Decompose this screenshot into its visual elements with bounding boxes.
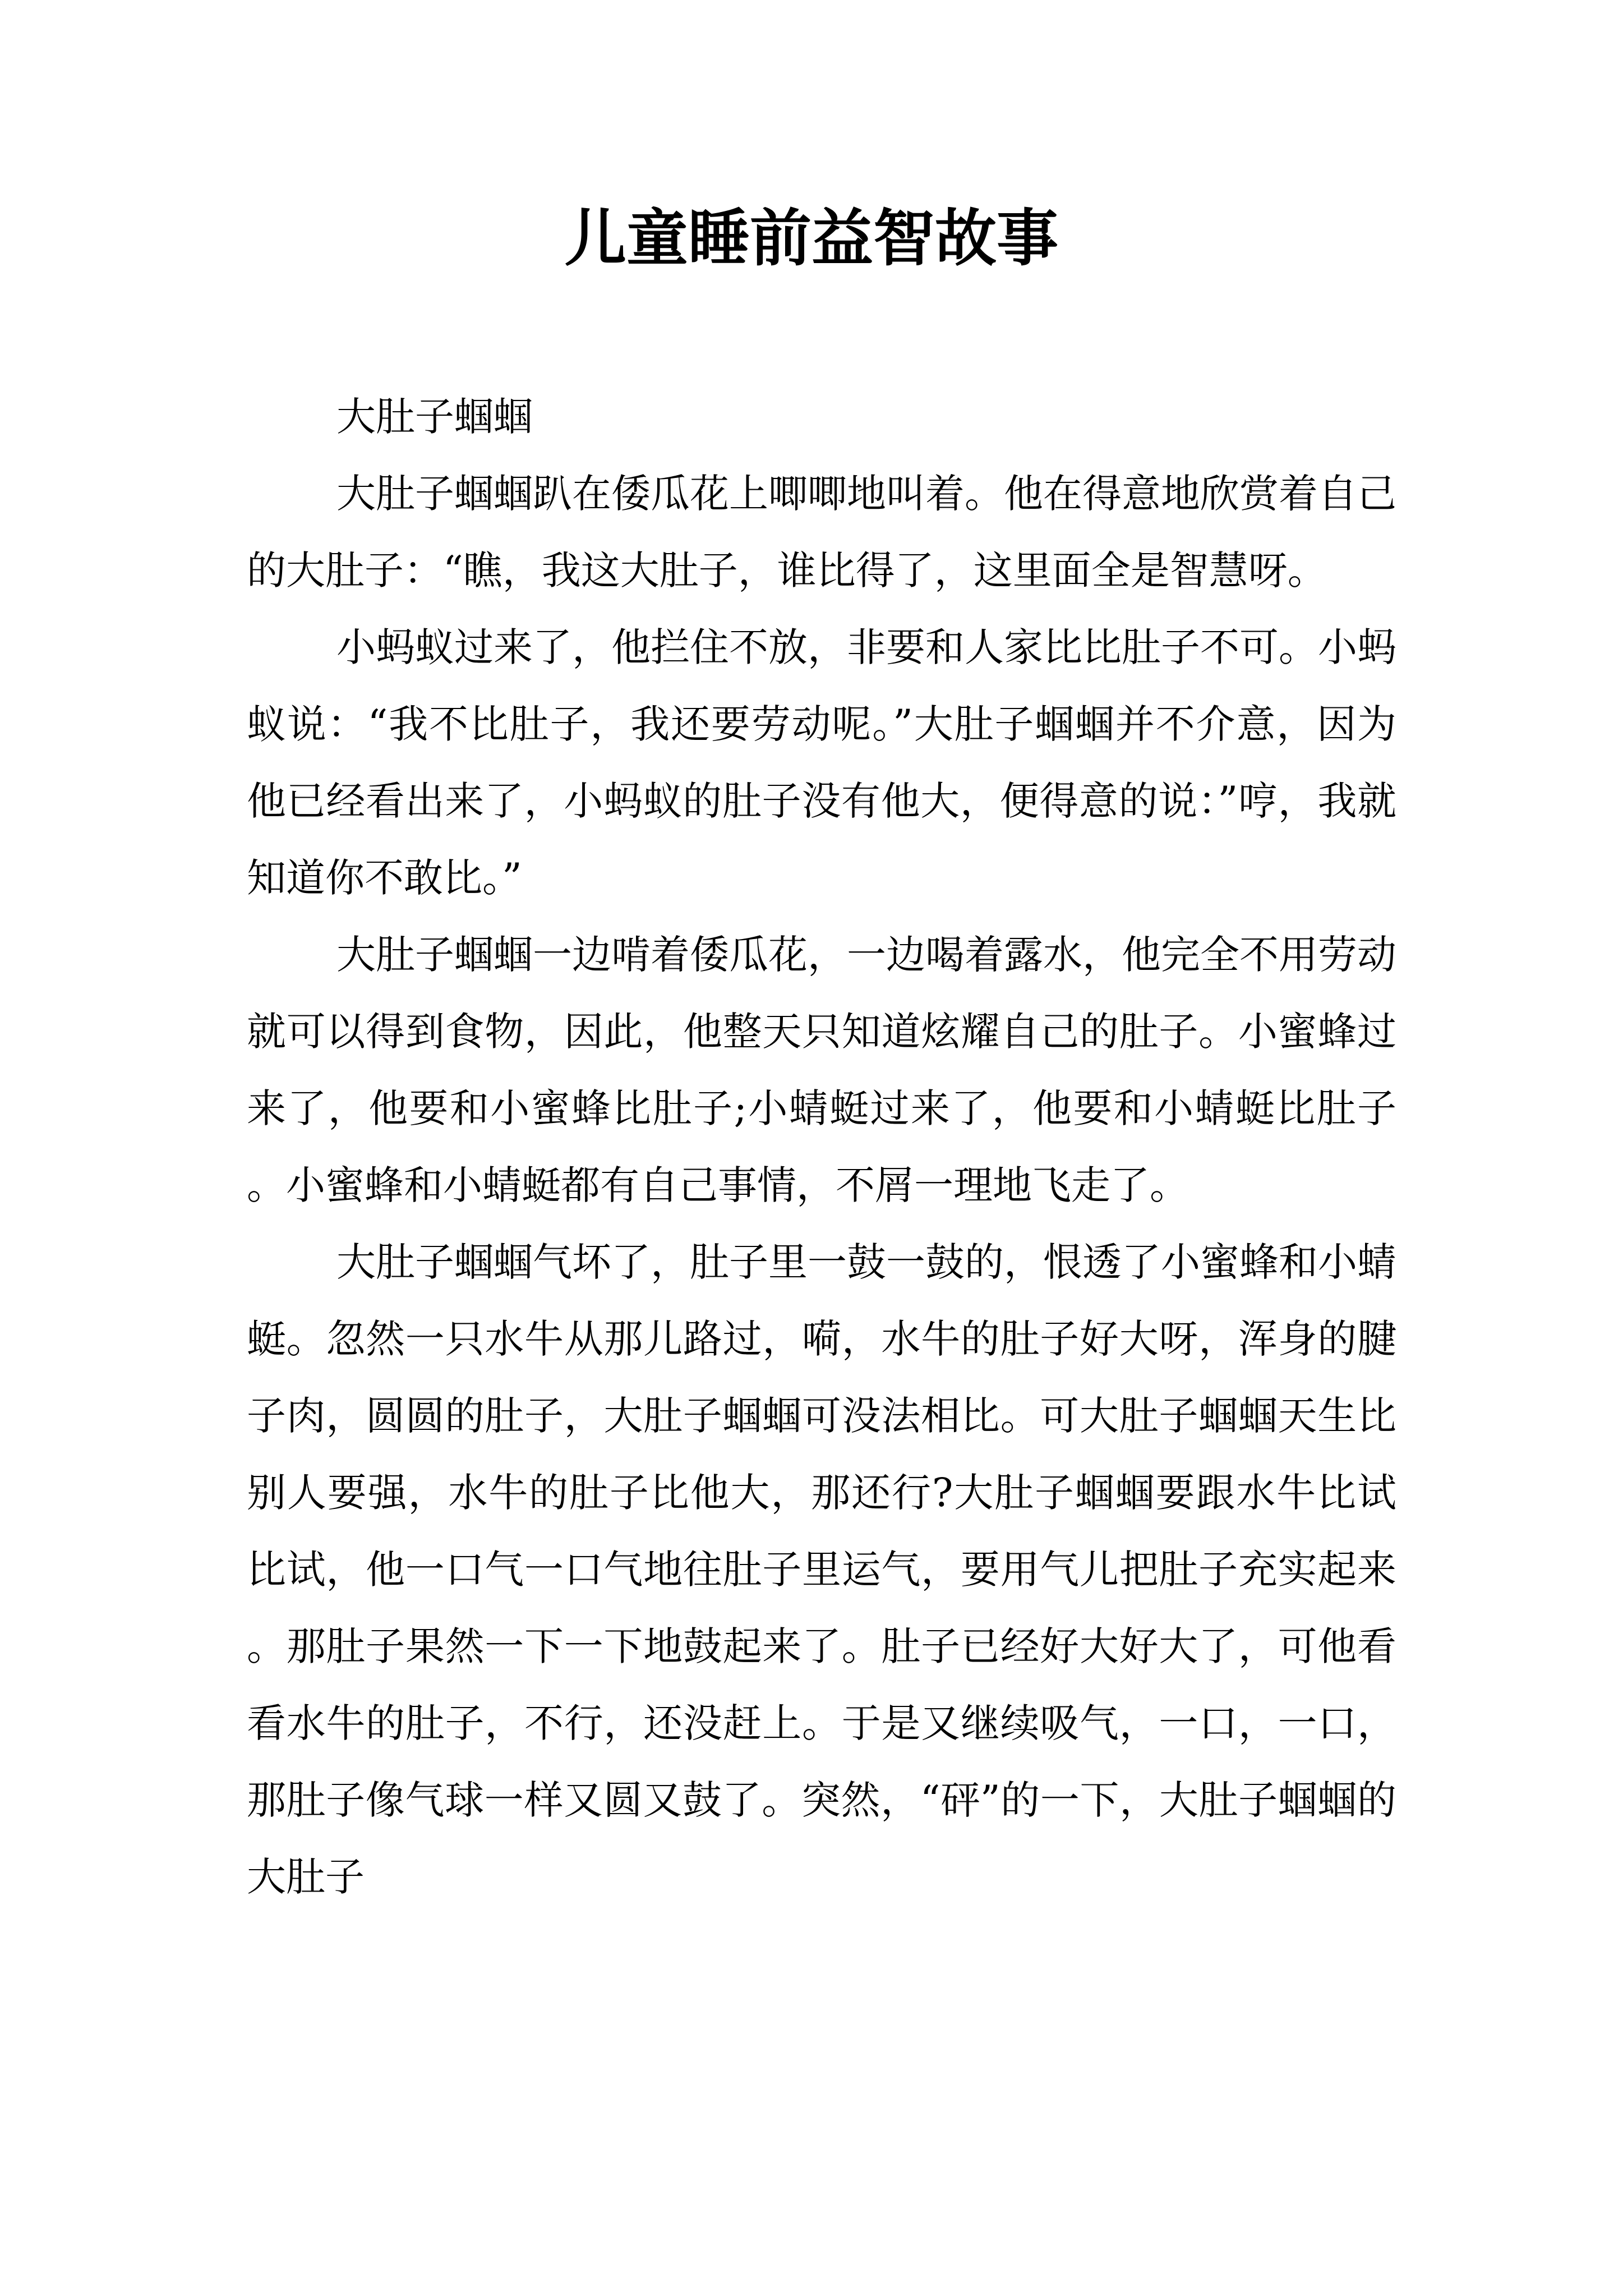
story-body: [247, 379, 1396, 1916]
paragraph-4: 大肚子蝈蝈气坏了，肚子里一鼓一鼓的，恨透了小蜜蜂和小蜻蜓。忽然一只水牛从那儿路过，嗬，水牛的肚子好大呀，浑身的腱子肉，圆圆的肚子，大肚子蝈蝈可没法相比。可大肚子蝈蝈天生比别人要强，水牛的肚子比他大，那还行?大肚子蝈蝈要跟水牛比试比试，他一口气一口气地往肚子里运气，要用气儿把肚子充实起来。那肚子果然一下一下地鼓起来了。肚子已经好大好大了，可他看看水牛的肚子，不行，还没赶上。于是又继续吸气，一口，一口，那肚子像气球一样又圆又鼓了。突然，“砰”的一下，大肚子蝈蝈的大肚子: [247, 1239, 1396, 1900]
story-heading: 大肚子蝈蝈: [336, 394, 533, 440]
paragraph-3: 大肚子蝈蝈一边啃着倭瓜花，一边喝着露水，他完全不用劳动就可以得到食物，因此，他整天只知道炫耀自己的肚子。小蜜蜂过来了，他要和小蜜蜂比肚子;小蜻蜓过来了，他要和小蜻蜓比肚子。小蜜蜂和小蜻蜓都有自己事情，不屑一理地飞走了。: [247, 932, 1396, 1208]
document-title: 儿童睡前益智故事: [565, 202, 1058, 274]
paragraph-1: 大肚子蝈蝈趴在倭瓜花上唧唧地叫着。他在得意地欣赏着自己的大肚子：“瞧，我这大肚子，谁比得了，这里面全是智慧呀。: [247, 471, 1396, 593]
paragraph-2: 小蚂蚁过来了，他拦住不放，非要和人家比比肚子不可。小蚂蚁说：“我不比肚子，我还要劳动呢。”大肚子蝈蝈并不介意，因为他已经看出来了，小蚂蚁的肚子没有他大，便得意的说：”哼，我就知道你不敢比。”: [247, 624, 1396, 901]
